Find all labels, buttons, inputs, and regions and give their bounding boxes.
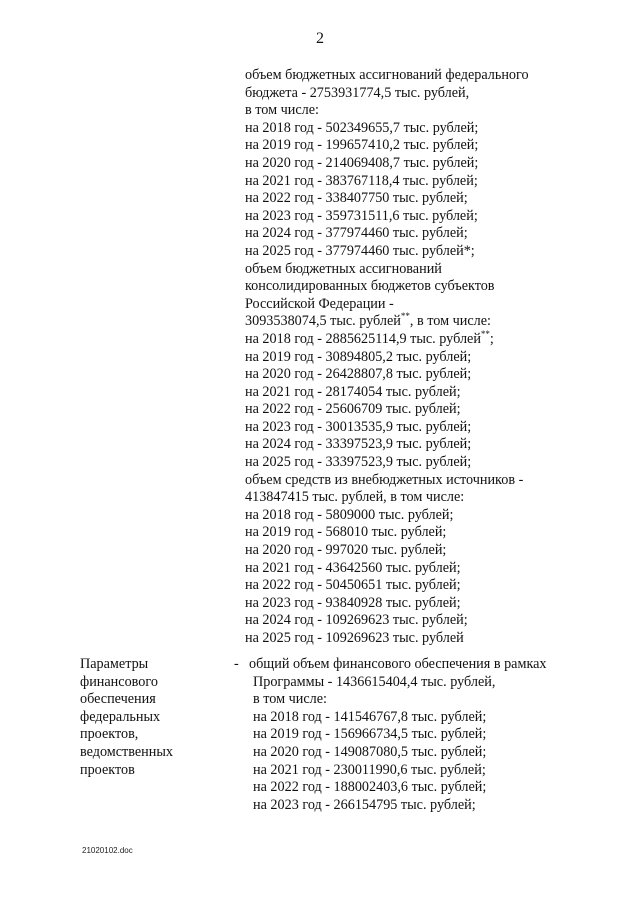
extrabudgetary-year-line: на 2023 год - 93840928 тыс. рублей; [245, 594, 461, 611]
regional-budget-year-line: на 2021 год - 28174054 тыс. рублей; [245, 383, 461, 400]
parameters-intro-line-2: Программы - 1436615404,4 тыс. рублей, [253, 673, 496, 690]
regional-budget-intro-line-2: консолидированных бюджетов субъектов [245, 278, 495, 295]
parameters-label-line: ведомственных [80, 743, 173, 760]
parameters-intro-line-1: общий объем финансового обеспечения в рамках [249, 656, 547, 672]
parameters-year-line: на 2022 год - 188002403,6 тыс. рублей; [253, 779, 487, 796]
parameters-year-line: на 2023 год - 266154795 тыс. рублей; [253, 796, 476, 813]
extrabudgetary-year-line: на 2025 год - 109269623 тыс. рублей [245, 630, 464, 646]
regional-budget-2018-amount: на 2018 год - 2885625114,9 тыс. рублей [245, 330, 481, 347]
footnote-marker: ** [400, 311, 410, 322]
regional-budget-year-line: на 2019 год - 30894805,2 тыс. рублей; [245, 348, 472, 365]
funding-sources-block [245, 67, 529, 648]
extrabudgetary-year-line: на 2020 год - 997020 тыс. рублей; [245, 542, 447, 559]
parameters-dash: - [234, 656, 239, 672]
federal-budget-year-line: на 2025 год - 377974460 тыс. рублей*; [245, 242, 475, 259]
federal-budget-year-line: на 2020 год - 214069408,7 тыс. рублей; [245, 154, 479, 171]
parameters-intro-line-3: в том числе: [253, 691, 327, 708]
parameters-row-label [80, 656, 173, 779]
federal-budget-intro-line-1: объем бюджетных ассигнований федерального [245, 67, 529, 83]
federal-budget-year-line: на 2021 год - 383767118,4 тыс. рублей; [245, 172, 478, 189]
federal-budget-intro-line-2: бюджета - 2753931774,5 тыс. рублей, [245, 84, 470, 101]
regional-budget-year-line: на 2020 год - 26428807,8 тыс. рублей; [245, 366, 472, 383]
federal-budget-intro-line-3: в том числе: [245, 102, 319, 119]
extrabudgetary-intro-line-1: объем средств из внебюджетных источников - [245, 471, 524, 488]
extrabudgetary-year-line: на 2021 год - 43642560 тыс. рублей; [245, 559, 461, 576]
federal-budget-year-line: на 2022 год - 338407750 тыс. рублей; [245, 190, 468, 207]
regional-budget-year-line: на 2025 год - 33397523,9 тыс. рублей; [245, 454, 472, 471]
federal-budget-year-line: на 2024 год - 377974460 тыс. рублей; [245, 225, 468, 242]
parameters-label-line: проектов [80, 761, 135, 778]
regional-budget-2018-suffix: ; [489, 330, 494, 347]
regional-budget-year-line: на 2024 год - 33397523,9 тыс. рублей; [245, 436, 472, 453]
federal-budget-year-line: на 2018 год - 502349655,7 тыс. рублей; [245, 119, 479, 136]
parameters-label-line: финансового [80, 673, 158, 690]
parameters-year-line: на 2021 год - 230011990,6 тыс. рублей; [253, 761, 486, 778]
extrabudgetary-year-line: на 2018 год - 5809000 тыс. рублей; [245, 506, 454, 523]
regional-budget-year-line: на 2022 год - 25606709 тыс. рублей; [245, 401, 461, 418]
parameters-label-line: федеральных [80, 708, 161, 725]
parameters-year-line: на 2020 год - 149087080,5 тыс. рублей; [253, 743, 487, 760]
extrabudgetary-year-line: на 2019 год - 568010 тыс. рублей; [245, 524, 447, 541]
parameters-label-line: Параметры [80, 656, 149, 672]
page-number: 2 [316, 30, 324, 47]
parameters-label-line: обеспечения [80, 691, 156, 708]
regional-budget-intro-line-3: Российской Федерации - [245, 295, 394, 312]
federal-budget-year-line: на 2019 год - 199657410,2 тыс. рублей; [245, 137, 479, 154]
parameters-values-block [249, 656, 547, 814]
regional-budget-total-amount: 3093538074,5 тыс. рублей [245, 313, 401, 330]
extrabudgetary-year-line: на 2022 год - 50450651 тыс. рублей; [245, 577, 461, 594]
parameters-year-line: на 2019 год - 156966734,5 тыс. рублей; [253, 726, 487, 743]
parameters-label-line: проектов, [80, 726, 139, 743]
federal-budget-year-line: на 2023 год - 359731511,6 тыс. рублей; [245, 207, 478, 224]
regional-budget-year-line [245, 328, 529, 349]
extrabudgetary-year-line: на 2024 год - 109269623 тыс. рублей; [245, 612, 468, 629]
regional-budget-total-suffix: , в том числе: [409, 313, 491, 330]
extrabudgetary-intro-line-2: 413847415 тыс. рублей, в том числе: [245, 489, 465, 506]
document-filename: 21020102.doc [82, 846, 133, 855]
regional-budget-intro-line-1: объем бюджетных ассигнований [245, 260, 442, 277]
parameters-year-line: на 2018 год - 141546767,8 тыс. рублей; [253, 708, 487, 725]
regional-budget-year-line: на 2023 год - 30013535,9 тыс. рублей; [245, 418, 472, 435]
footnote-marker: ** [480, 328, 490, 339]
